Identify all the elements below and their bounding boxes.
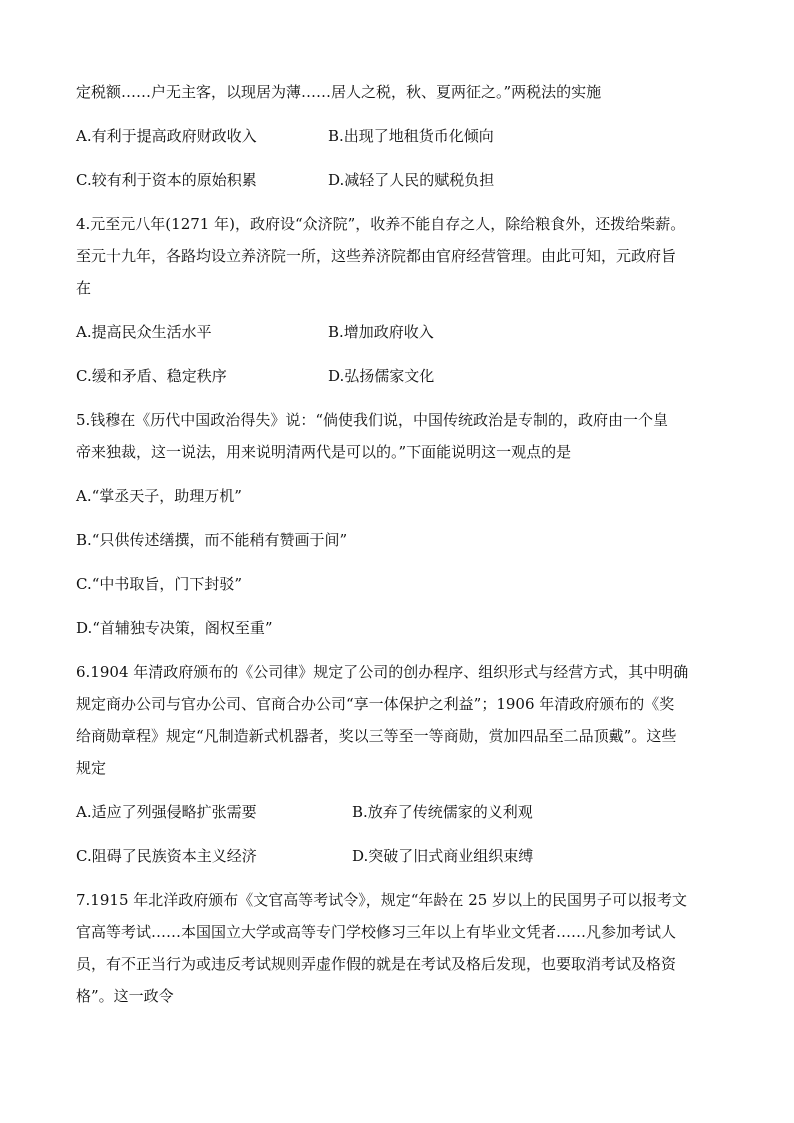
q6-option-d: D.突破了旧式商业组织束缚 [352,847,534,865]
q3-option-d: D.减轻了人民的赋税负担 [328,171,495,189]
q4-option-b: B.增加政府收入 [328,323,434,341]
q6-stem-line-2: 规定商办公司与官办公司、官商合办公司“享一体保护之利益”；1906 年清政府颁布的《奖 [76,695,675,713]
q5-option-c: C.“中书取旨，门下封驳” [76,575,243,593]
q6-stem-line-3: 给商勋章程》规定“凡制造新式机器者，奖以三等至一等商勋，赏加四品至二品顶戴”。这些 [76,727,677,745]
q4-stem-line-2: 至元十九年，各路均设立养济院一所，这些养济院都由官府经营管理。由此可知，元政府旨 [76,247,677,265]
q5-stem-line-2: 帝来独裁，这一说法，用来说明清两代是可以的。”下面能说明这一观点的是 [76,443,572,461]
q3-option-c: C.较有利于资本的原始积累 [76,171,257,189]
q6-option-c: C.阻碍了民族资本主义经济 [76,847,257,865]
q5-stem-line-1: 5.钱穆在《历代中国政治得失》说：“倘使我们说，中国传统政治是专制的，政府由一个皇 [76,411,668,429]
q7-stem-line-4: 格”。这一政令 [76,987,174,1005]
q7-stem-line-1: 7.1915 年北洋政府颁布《文官高等考试令》，规定“年龄在 25 岁以上的民国男子可以报考文 [76,891,688,909]
q5-option-d: D.“首辅独专决策，阁权至重” [76,619,273,637]
q6-option-b: B.放弃了传统儒家的义利观 [352,803,533,821]
q5-option-b: B.“只供传述缮撰，而不能稍有赞画于间” [76,531,348,549]
q4-option-a: A.提高民众生活水平 [76,323,212,341]
q7-stem-line-2: 官高等考试……本国国立大学或高等专门学校修习三年以上有毕业文凭者……凡参加考试人 [76,923,677,941]
q5-option-a: A.“掌丞天子，助理万机” [76,487,242,505]
q3-stem-tail: 定税额……户无主客，以现居为薄……居人之税，秋、夏两征之。”两税法的实施 [76,83,602,101]
q3-option-b: B.出现了地租货币化倾向 [328,127,494,145]
q6-option-a: A.适应了列强侵略扩张需要 [76,803,257,821]
q4-option-c: C.缓和矛盾、稳定秩序 [76,367,227,385]
q4-stem-line-3: 在 [76,279,92,297]
q4-option-d: D.弘扬儒家文化 [328,367,435,385]
q6-stem-line-4: 规定 [76,759,107,777]
q4-stem-line-1: 4.元至元八年(1271 年)，政府设“众济院”，收养不能自存之人，除给粮食外，还拨给柴薪。 [76,215,686,233]
q6-stem-line-1: 6.1904 年清政府颁布的《公司律》规定了公司的创办程序、组织形式与经营方式，其中明确 [76,663,689,681]
q3-option-a: A.有利于提高政府财政收入 [76,127,257,145]
q7-stem-line-3: 员，有不正当行为或违反考试规则弄虚作假的就是在考试及格后发现，也要取消考试及格资 [76,955,677,973]
